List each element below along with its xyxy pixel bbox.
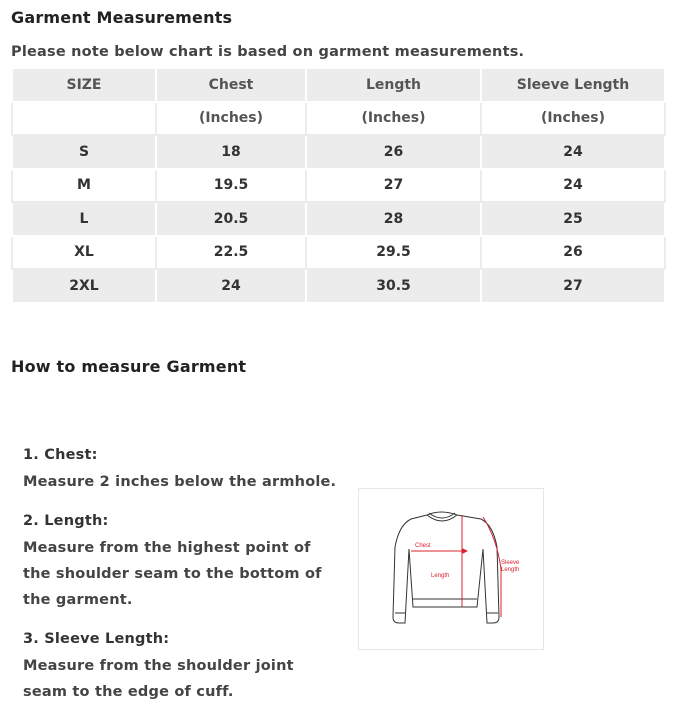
- cell-chest: 18: [156, 135, 306, 169]
- page-title: Garment Measurements: [11, 8, 233, 27]
- step-line: Measure from the shoulder joint: [23, 658, 294, 674]
- header-size: SIZE: [12, 68, 156, 102]
- sleeve-diagram-label-2: Length: [501, 567, 520, 573]
- length-diagram-label: Length: [431, 573, 450, 579]
- how-to-measure-title: How to measure Garment: [11, 357, 247, 376]
- step-chest-text: [23, 469, 336, 495]
- step-line: Measure 2 inches below the armhole.: [23, 474, 337, 490]
- cell-sleeve: 24: [481, 169, 665, 203]
- cell-size: M: [12, 169, 156, 203]
- table-row: [12, 236, 665, 270]
- cell-size: L: [12, 202, 156, 236]
- sweatshirt-outline: [393, 512, 499, 623]
- table-row: [12, 135, 665, 169]
- cell-length: 28: [306, 202, 481, 236]
- unit-sleeve-length: (Inches): [481, 102, 665, 136]
- step-line: the shoulder seam to the bottom of: [23, 566, 322, 582]
- cell-chest: 19.5: [156, 169, 306, 203]
- cell-length: 26: [306, 135, 481, 169]
- cell-length: 27: [306, 169, 481, 203]
- table-row: [12, 269, 665, 303]
- cell-chest: 24: [156, 269, 306, 303]
- cell-size: S: [12, 135, 156, 169]
- unit-size: [12, 102, 156, 136]
- unit-chest: (Inches): [156, 102, 306, 136]
- cell-sleeve: 24: [481, 135, 665, 169]
- cell-chest: 22.5: [156, 236, 306, 270]
- header-length: Length: [306, 68, 481, 102]
- cell-sleeve: 25: [481, 202, 665, 236]
- sweatshirt-illustration-icon: [359, 489, 543, 649]
- header-sleeve-length: Sleeve Length: [481, 68, 665, 102]
- cell-length: 30.5: [306, 269, 481, 303]
- step-length-label: 2. Length:: [23, 513, 109, 529]
- chart-note: Please note below chart is based on garment measurements.: [11, 44, 525, 60]
- cell-chest: 20.5: [156, 202, 306, 236]
- step-chest-label: 1. Chest:: [23, 447, 98, 463]
- cell-sleeve: 26: [481, 236, 665, 270]
- sleeve-diagram-label-1: Sleeve: [501, 560, 520, 566]
- table-row: [12, 202, 665, 236]
- garment-diagram: [358, 488, 544, 650]
- unit-length: (Inches): [306, 102, 481, 136]
- header-chest: Chest: [156, 68, 306, 102]
- cell-sleeve: 27: [481, 269, 665, 303]
- cell-size: XL: [12, 236, 156, 270]
- table-units-row: [12, 102, 665, 136]
- size-chart-table: [11, 67, 666, 304]
- step-sleeve-label: 3. Sleeve Length:: [23, 631, 170, 647]
- chest-diagram-label: Chest: [415, 543, 431, 549]
- cell-size: 2XL: [12, 269, 156, 303]
- step-sleeve-text: [23, 653, 294, 705]
- step-line: Measure from the highest point of: [23, 540, 311, 556]
- step-length-text: [23, 535, 322, 613]
- step-line: the garment.: [23, 592, 133, 608]
- table-header-row: [12, 68, 665, 102]
- step-line: seam to the edge of cuff.: [23, 684, 234, 700]
- cell-length: 29.5: [306, 236, 481, 270]
- table-row: [12, 169, 665, 203]
